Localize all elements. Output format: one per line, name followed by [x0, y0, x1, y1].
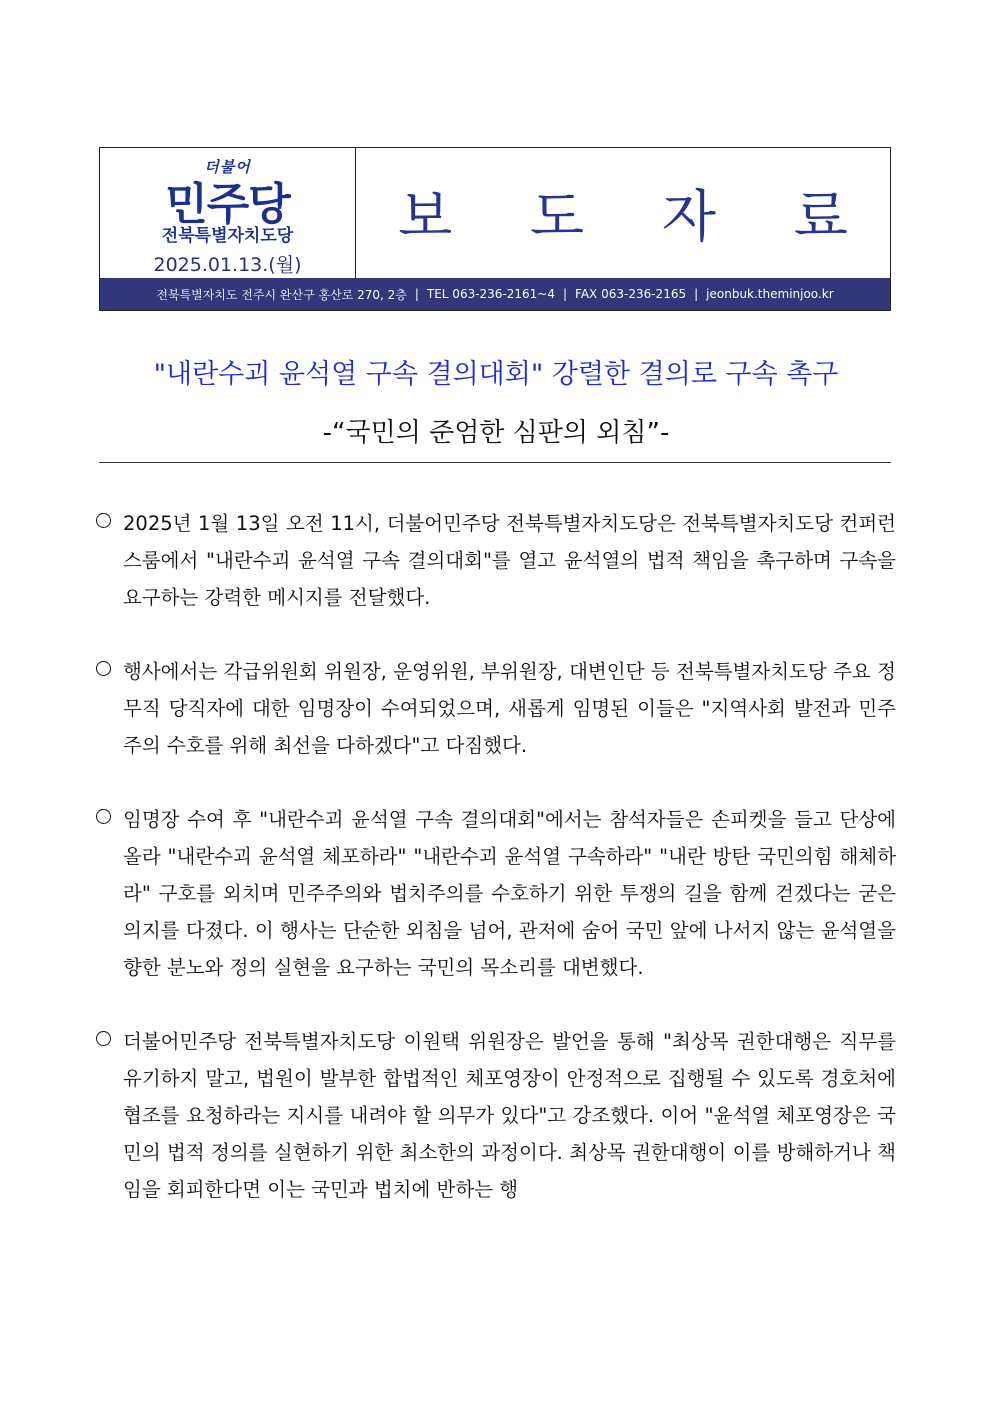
- logo-small-text: 더불어: [204, 158, 251, 176]
- party-logo-block: [100, 148, 356, 278]
- hollow-circle-bullet-icon: [96, 513, 111, 528]
- website-text: jeonbuk.theminjoo.kr: [706, 287, 834, 301]
- paragraph-text: 임명장 수여 후 "내란수괴 윤석열 구속 결의대회"에서는 참석자들은 손피켓을 들고 단상에 올라 "내란수괴 윤석열 체포하라" "내란수괴 윤석열 구속하라" "내란 방탄 국민의힘 해체하라" 구호를 외치며 민주주의와 법치주의를 수호하기 위한 투쟁의 길을 함께 걷겠다는 굳은 의지를 다졌다. 이 행사는 단순한 외침을 넘어, 관저에 숨어 국민 앞에 나서지 않는 윤석열을 향한 분노와 정의 실현을 요구하는 국민의 목소리를 대변했다.: [123, 808, 896, 979]
- info-separator: |: [694, 287, 699, 301]
- hollow-circle-bullet-icon: [96, 661, 111, 676]
- paragraph-text: 2025년 1월 13일 오전 11시, 더불어민주당 전북특별자치도당은 전북특별자치도당 컨퍼런스룸에서 "내란수괴 윤석열 구속 결의대회"를 열고 윤석열의 법적 책임을 촉구하며 구속을 요구하는 강력한 메시지를 전달했다.: [123, 512, 896, 609]
- fax-text: FAX 063-236-2165: [575, 287, 687, 301]
- paragraph-text: 더불어민주당 전북특별자치도당 이원택 위원장은 발언을 통해 "최상목 권한대행은 직무를 유기하지 말고, 법원이 발부한 합법적인 체포영장이 안정적으로 집행될 수 있도록 경호처에 협조를 요청하라는 지시를 내려야 할 의무가 있다"고 강조했다. 이어 "윤석열 체포영장은 국민의 법적 정의를 실현하기 위한 최소한의 과정이다. 최상목 권한대행이 이를 방해하거나 책임을 회피한다면 이는 국민과 법치에 반하는 행: [123, 1030, 896, 1201]
- paragraph: [96, 505, 896, 616]
- hollow-circle-bullet-icon: [96, 809, 111, 824]
- address-text: 전북특별자치도 전주시 완산구 홍산로 270, 2층: [156, 287, 407, 302]
- title-block: [356, 148, 890, 278]
- headline: "내란수괴 윤석열 구속 결의대회" 강렬한 결의로 구속 촉구: [153, 359, 839, 390]
- subheadline: -“국민의 준엄한 심판의 외침”-: [322, 418, 670, 448]
- hollow-circle-bullet-icon: [96, 1031, 111, 1046]
- article-body: [96, 505, 896, 1245]
- paragraph: [96, 1023, 896, 1208]
- paragraph: [96, 801, 896, 986]
- contact-info-bar: [100, 278, 890, 310]
- logo-branch-text: 전북특별자치도당: [161, 226, 294, 246]
- logo-main-text: 민주당: [165, 179, 290, 230]
- divider: [99, 462, 891, 463]
- info-separator: |: [563, 287, 568, 301]
- paragraph: [96, 653, 896, 764]
- paragraph-text: 행사에서는 각급위원회 위원장, 운영위원, 부위원장, 대변인단 등 전북특별자치도당 주요 정무직 당직자에 대한 임명장이 수여되었으며, 새롭게 임명된 이들은 "지역사회 발전과 민주주의 수호를 위해 최선을 다하겠다"고 다짐했다.: [123, 660, 896, 757]
- info-separator: |: [414, 287, 419, 301]
- document-title: 보 도 자 료: [398, 185, 878, 250]
- tel-text: TEL 063-236-2161~4: [426, 287, 555, 301]
- release-date: 2025.01.13.(월): [153, 254, 302, 276]
- press-release-header: [99, 147, 891, 311]
